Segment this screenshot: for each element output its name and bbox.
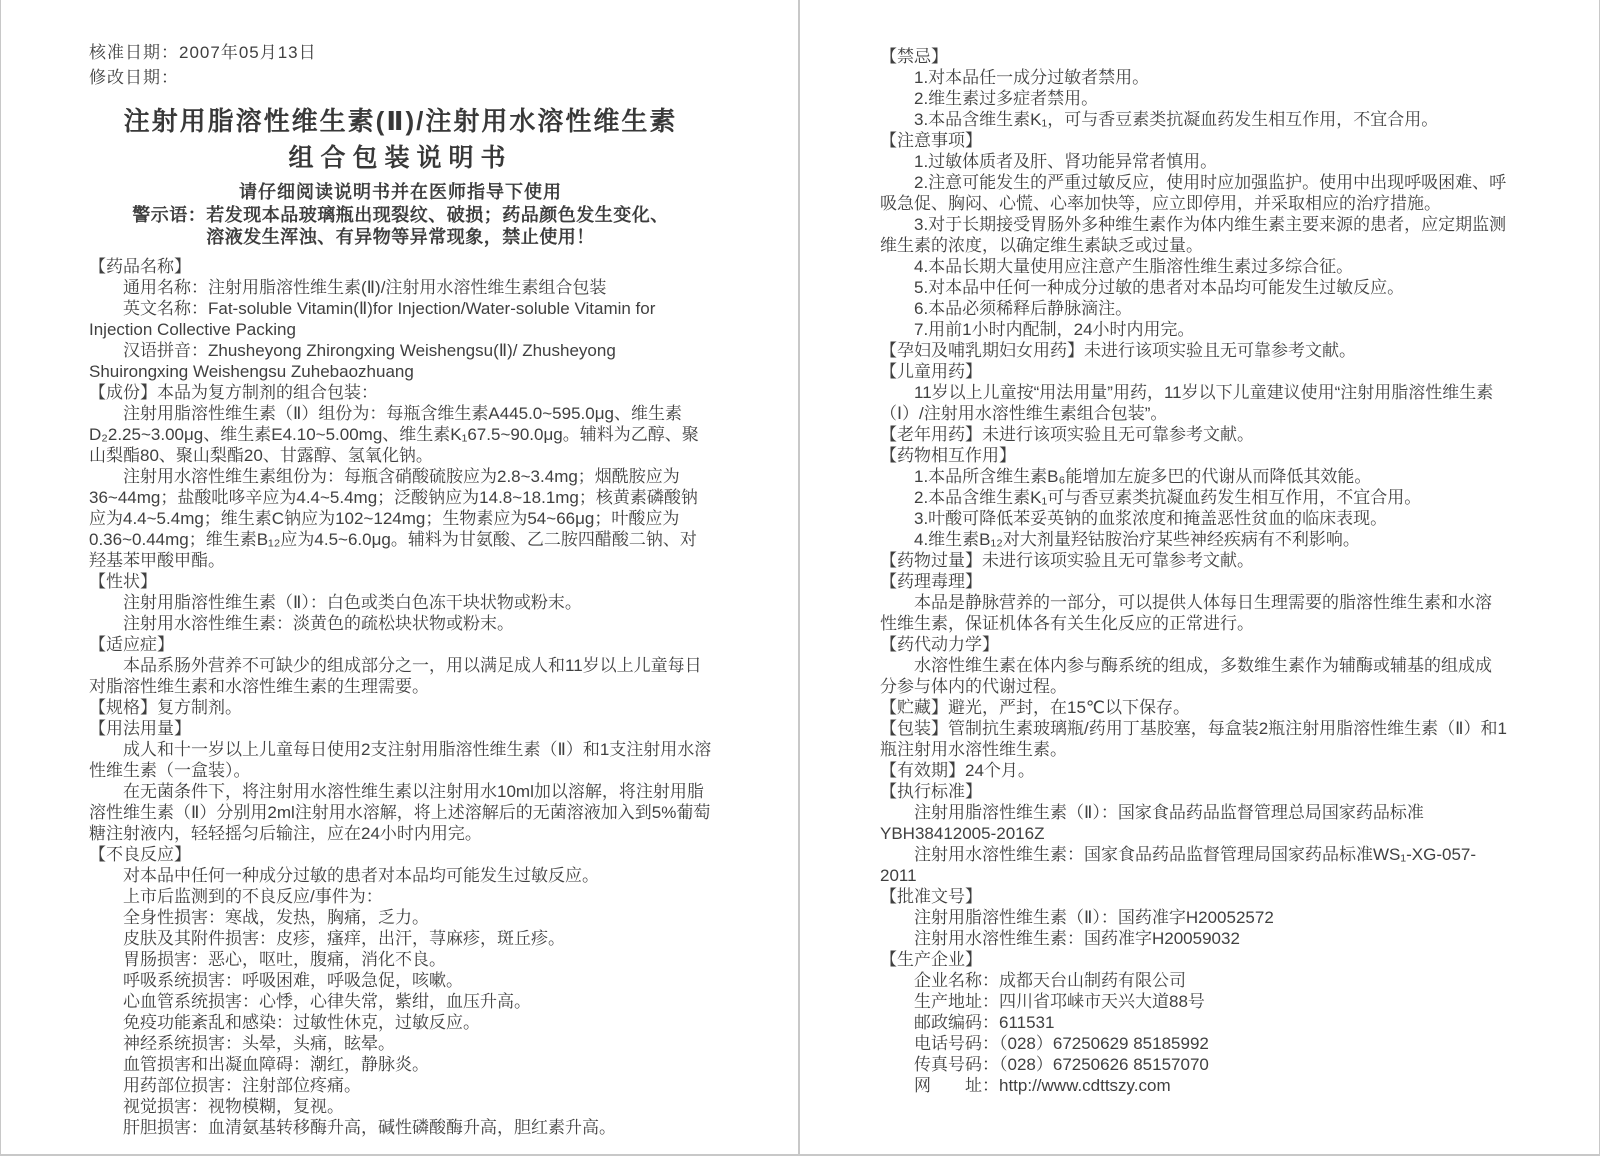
paragraph: 3.叶酸可降低苯妥英钠的血浆浓度和掩盖恶性贫血的临床表现。: [914, 509, 1388, 528]
paragraph: 肝胆损害：血清氨基转移酶升高，碱性磷酸酶升高，胆红素升高。: [123, 1118, 616, 1137]
paragraph: 对本品中任何一种成分过敏的患者对本品均可能发生过敏反应。: [123, 866, 599, 885]
paragraph: 皮肤及其附件损害：皮疹，瘙痒，出汗，荨麻疹，斑丘疹。: [123, 929, 565, 948]
section-heading: 【药物相互作用】: [880, 446, 1016, 465]
paragraph: 血管损害和出凝血障碍：潮红，静脉炎。: [123, 1055, 429, 1074]
paragraph: 神经系统损害：头晕，头痛，眩晕。: [123, 1034, 395, 1053]
paragraph: 4.本品长期大量使用应注意产生脂溶性维生素过多综合征。: [914, 257, 1354, 276]
paragraph: 2.本品含维生素K₁可与香豆素类抗凝血药发生相互作用，不宜合用。: [914, 488, 1422, 507]
paragraph: 1.本品所含维生素B₆能增加左旋多巴的代谢从而降低其效能。: [914, 467, 1372, 486]
warning-line-2: 溶液发生浑浊、有异物等异常现象，禁止使用！: [206, 227, 595, 247]
section-heading: 【贮藏】避光，严封，在15℃以下保存。: [880, 698, 1191, 717]
paragraph: 传真号码：（028）67250626 85157070: [914, 1055, 1209, 1074]
paragraph: 视觉损害：视物模糊，复视。: [123, 1097, 344, 1116]
paragraph: 注射用脂溶性维生素（Ⅱ）：白色或类白色冻干块状物或粉末。: [123, 593, 582, 612]
paragraph: 全身性损害：寒战，发热，胸痛，乏力。: [123, 908, 429, 927]
paragraph: 5.对本品中任何一种成分过敏的患者对本品均可能发生过敏反应。: [914, 278, 1405, 297]
right-page-body: [880, 46, 1507, 1096]
paragraph: 成人和十一岁以上儿童每日使用2支注射用脂溶性维生素（Ⅱ）和1支注射用水溶性维生素（一盒装）。: [89, 740, 712, 780]
section-heading: 【药品名称】: [89, 257, 191, 276]
paragraph: 呼吸系统损害：呼吸困难，呼吸急促，咳嗽。: [123, 971, 463, 990]
paragraph: 通用名称：注射用脂溶性维生素(Ⅱ)/注射用水溶性维生素组合包装: [123, 278, 607, 297]
paragraph: 2.注意可能发生的严重过敏反应，使用时应加强监护。使用中出现呼吸困难、呼吸急促、胸闷、心慌、心率加快等，应立即停用，并采取相应的治疗措施。: [880, 173, 1507, 213]
paragraph: 上市后监测到的不良反应/事件为：: [123, 887, 383, 906]
paragraph: 3.对于长期接受胃肠外多种维生素作为体内维生素主要来源的患者，应定期监测维生素的浓度，以确定维生素缺乏或过量。: [880, 215, 1507, 255]
section-heading: 【药物过量】未进行该项实验且无可靠参考文献。: [880, 551, 1254, 570]
left-page-body: [89, 256, 712, 1138]
paragraph: 邮政编码：611531: [914, 1013, 1055, 1032]
paragraph: 心血管系统损害：心悸，心律失常，紫绀，血压升高。: [123, 992, 531, 1011]
section-heading: 【包装】管制抗生素玻璃瓶/药用丁基胶塞，每盒装2瓶注射用脂溶性维生素（Ⅱ）和1瓶注射用水溶性维生素。: [880, 719, 1507, 759]
section-heading: 【禁忌】: [880, 47, 948, 66]
paragraph: 3.本品含维生素K₁，可与香豆素类抗凝血药发生相互作用，不宜合用。: [914, 110, 1439, 129]
section-heading: 【药理毒理】: [880, 572, 982, 591]
paragraph: 在无菌条件下，将注射用水溶性维生素以注射用水10ml加以溶解，将注射用脂溶性维生素（Ⅱ）分别用2ml注射用水溶解，将上述溶解后的无菌溶液加入到5%葡萄糖注射液内，轻轻摇匀后输注，应在24小时内用完。: [89, 782, 711, 843]
paragraph: 注射用水溶性维生素：国家食品药品监督管理局国家药品标准WS₁-XG-057-2011: [880, 845, 1477, 885]
paragraph: 网 址：http://www.cdttszy.com: [914, 1076, 1171, 1095]
paragraph: 汉语拼音：Zhusheyong Zhirongxing Weishengsu(Ⅱ)/ Zhusheyong Shuirongxing Weishengsu Zuhebaozhuang: [89, 341, 616, 381]
paragraph: 本品系肠外营养不可缺少的组成部分之一，用以满足成人和11岁以上儿童每日对脂溶性维生素和水溶性维生素的生理需要。: [89, 656, 702, 696]
paragraph: 注射用水溶性维生素组份为：每瓶含硝酸硫胺应为2.8~3.4mg；烟酰胺应为36~44mg；盐酸吡哆辛应为4.4~5.4mg；泛酸钠应为14.8~18.1mg；核黄素磷酸钠应为4.4~5.4mg；维生素C钠应为102~124mg；生物素应为54~66μg；叶酸应为0.36~0.44mg；维生素B₁₂应为4.5~6.0μg。辅料为甘氨酸、乙二胺四醋酸二钠、对羟基苯甲酸甲酯。: [89, 467, 698, 570]
approval-date: 核准日期：2007年05月13日: [89, 43, 317, 62]
section-heading: 【适应症】: [89, 635, 174, 654]
section-heading: 【用法用量】: [89, 719, 191, 738]
paragraph: 7.用前1小时内配制，24小时内用完。: [914, 320, 1195, 339]
paragraph: 注射用水溶性维生素：淡黄色的疏松块状物或粉末。: [123, 614, 514, 633]
paragraph: 胃肠损害：恶心，呕吐，腹痛，消化不良。: [123, 950, 446, 969]
paragraph: 英文名称：Fat-soluble Vitamin(Ⅱ)for Injection/Water-soluble Vitamin for Injection Collective Packing: [89, 299, 656, 339]
paragraph: 11岁以上儿童按“用法用量”用药，11岁以下儿童建议使用“注射用脂溶性维生素（Ⅰ）/注射用水溶性维生素组合包装”。: [880, 383, 1494, 423]
section-heading: 【药代动力学】: [880, 635, 999, 654]
section-heading: 【成份】本品为复方制剂的组合包装：: [89, 383, 378, 402]
section-heading: 【批准文号】: [880, 887, 982, 906]
section-heading: 【不良反应】: [89, 845, 191, 864]
warning-line-1: 警示语：若发现本品玻璃瓶出现裂纹、破损；药品颜色发生变化、: [132, 205, 669, 225]
paragraph: 注射用脂溶性维生素（Ⅱ）组份为：每瓶含维生素A445.0~595.0μg、维生素D₂2.25~3.00μg、维生素E4.10~5.00mg、维生素K₁67.5~90.0μg。辅料为乙醇、聚山梨酯80、聚山梨酯20、甘露醇、氢氧化钠。: [89, 404, 699, 465]
section-heading: 【儿童用药】: [880, 362, 982, 381]
section-heading: 【生产企业】: [880, 950, 982, 969]
paragraph: 注射用脂溶性维生素（Ⅱ）：国家食品药品监督管理总局国家药品标准YBH38412005-2016Z: [880, 803, 1424, 843]
section-heading: 【孕妇及哺乳期妇女用药】未进行该项实验且无可靠参考文献。: [880, 341, 1356, 360]
paragraph: 用药部位损害：注射部位疼痛。: [123, 1076, 361, 1095]
paragraph: 免疫功能紊乱和感染：过敏性休克，过敏反应。: [123, 1013, 480, 1032]
page-title: 注射用脂溶性维生素(Ⅱ)/注射用水溶性维生素: [123, 106, 678, 136]
paragraph: 生产地址：四川省邛崃市天兴大道88号: [914, 992, 1205, 1011]
advisory-note: 请仔细阅读说明书并在医师指导下使用: [239, 182, 562, 202]
paragraph: 注射用水溶性维生素：国药准字H20059032: [914, 929, 1240, 948]
paragraph: 4.维生素B₁₂对大剂量羟钴胺治疗某些神经疾病有不利影响。: [914, 530, 1360, 549]
paragraph: 电话号码：（028）67250629 85185992: [914, 1034, 1209, 1053]
page-left: [1, 0, 800, 1154]
section-heading: 【有效期】24个月。: [880, 761, 1035, 780]
section-heading: 【老年用药】未进行该项实验且无可靠参考文献。: [880, 425, 1254, 444]
paragraph: 1.过敏体质者及肝、肾功能异常者慎用。: [914, 152, 1218, 171]
section-heading: 【性状】: [89, 572, 157, 591]
section-heading: 【规格】复方制剂。: [89, 698, 242, 717]
paragraph: 1.对本品任一成分过敏者禁用。: [914, 68, 1150, 87]
section-heading: 【执行标准】: [880, 782, 982, 801]
paragraph: 本品是静脉营养的一部分，可以提供人体每日生理需要的脂溶性维生素和水溶性维生素，保证机体各有关生化反应的正常进行。: [880, 593, 1492, 633]
paragraph: 6.本品必须稀释后静脉滴注。: [914, 299, 1133, 318]
paragraph: 注射用脂溶性维生素（Ⅱ）：国药准字H20052572: [914, 908, 1274, 927]
section-heading: 【注意事项】: [880, 131, 982, 150]
paragraph: 水溶性维生素在体内参与酶系统的组成，多数维生素作为辅酶或辅基的组成成分参与体内的代谢过程。: [880, 656, 1492, 696]
page-right: [800, 0, 1599, 1154]
paragraph: 2.维生素过多症者禁用。: [914, 89, 1099, 108]
paragraph: 企业名称：成都天台山制药有限公司: [914, 971, 1186, 990]
revision-date: 修改日期：: [89, 68, 179, 87]
page-subtitle: 组合包装说明书: [288, 144, 513, 172]
